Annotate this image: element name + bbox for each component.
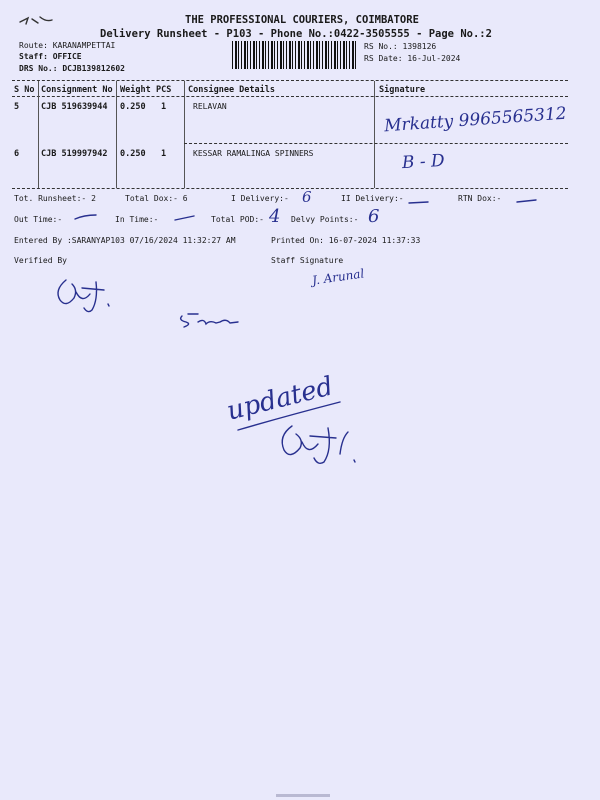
row-signature: Mrkatty 9965565312 <box>383 103 568 137</box>
rs-date: RS Date: 16-Jul-2024 <box>364 54 461 63</box>
rtn-dox-dash-mark <box>516 198 538 204</box>
row-pcs: 1 <box>161 149 167 159</box>
table-bottom-rule <box>12 188 568 189</box>
rtn-dox-label: RTN Dox:- <box>458 194 502 203</box>
row-consignment: CJB 519639944 <box>41 102 108 112</box>
staff-label: Staff: OFFICE <box>19 52 82 61</box>
total-dox: Total Dox:- 6 <box>125 194 188 203</box>
route-label: Route: KARANAMPETTAI <box>19 41 116 50</box>
delvy-points-label: Delvy Points:- <box>291 215 359 224</box>
logo-scribble <box>18 14 58 30</box>
verified-signature <box>52 270 122 316</box>
barcode <box>232 41 356 69</box>
total-pod-label: Total POD:- <box>211 215 264 224</box>
ii-delivery-label: II Delivery:- <box>341 194 404 203</box>
ii-delivery-dash-mark <box>408 200 430 206</box>
i-delivery-value: 6 <box>302 188 312 206</box>
row-signature: B - D <box>401 150 446 174</box>
drs-number: DRS No.: DCJB139812602 <box>19 64 125 73</box>
row-consignee: KESSAR RAMALINGA SPINNERS <box>193 149 314 158</box>
scan-smudge <box>276 794 330 797</box>
row-consignee: RELAVAN <box>193 102 227 111</box>
row-sno: 6 <box>14 149 20 159</box>
delvy-points-value: 6 <box>368 206 380 227</box>
table-header-rule <box>12 96 568 97</box>
row-rule <box>184 143 568 144</box>
initials-scribble <box>176 310 242 330</box>
entered-by: Entered By :SARANYAP103 07/16/2024 11:32:27 AM <box>14 236 236 245</box>
tot-runsheet: Tot. Runsheet:- 2 <box>14 194 96 203</box>
in-time-label: In Time:- <box>115 215 159 224</box>
total-pod-value: 4 <box>269 206 281 227</box>
in-time-dash-mark <box>174 214 196 222</box>
runsheet-subtitle: Delivery Runsheet - P103 - Phone No.:0422-3505555 - Page No.:2 <box>100 28 492 40</box>
row-sno: 5 <box>14 102 20 112</box>
row-weight: 0.250 <box>120 102 146 112</box>
col-header-signature: Signature <box>379 85 426 95</box>
col-header-weight: Weight <box>120 85 151 95</box>
out-time-dash-mark <box>74 213 98 221</box>
row-weight: 0.250 <box>120 149 146 159</box>
col-divider <box>184 81 185 188</box>
company-title: THE PROFESSIONAL COURIERS, COIMBATORE <box>185 14 419 26</box>
updated-signature <box>274 418 366 468</box>
col-header-consignment: Consignment No <box>41 85 113 95</box>
col-divider <box>116 81 117 188</box>
rs-number: RS No.: 1398126 <box>364 42 437 51</box>
out-time-label: Out Time:- <box>14 215 63 224</box>
table-top-rule <box>12 80 568 81</box>
verified-by-label: Verified By <box>14 256 67 265</box>
row-pcs: 1 <box>161 102 167 112</box>
printed-on: Printed On: 16-07-2024 11:37:33 <box>271 236 421 245</box>
i-delivery-label: I Delivery:- <box>231 194 289 203</box>
col-header-sno: S No <box>14 85 35 95</box>
updated-note: updated <box>223 371 337 427</box>
staff-signature-handwritten: J. Arunal <box>311 266 366 288</box>
col-divider <box>374 81 375 188</box>
col-divider <box>38 81 39 188</box>
row-consignment: CJB 519997942 <box>41 149 108 159</box>
col-header-pcs: PCS <box>156 85 172 95</box>
col-header-consignee: Consignee Details <box>188 85 275 95</box>
staff-signature-label: Staff Signature <box>271 256 344 265</box>
